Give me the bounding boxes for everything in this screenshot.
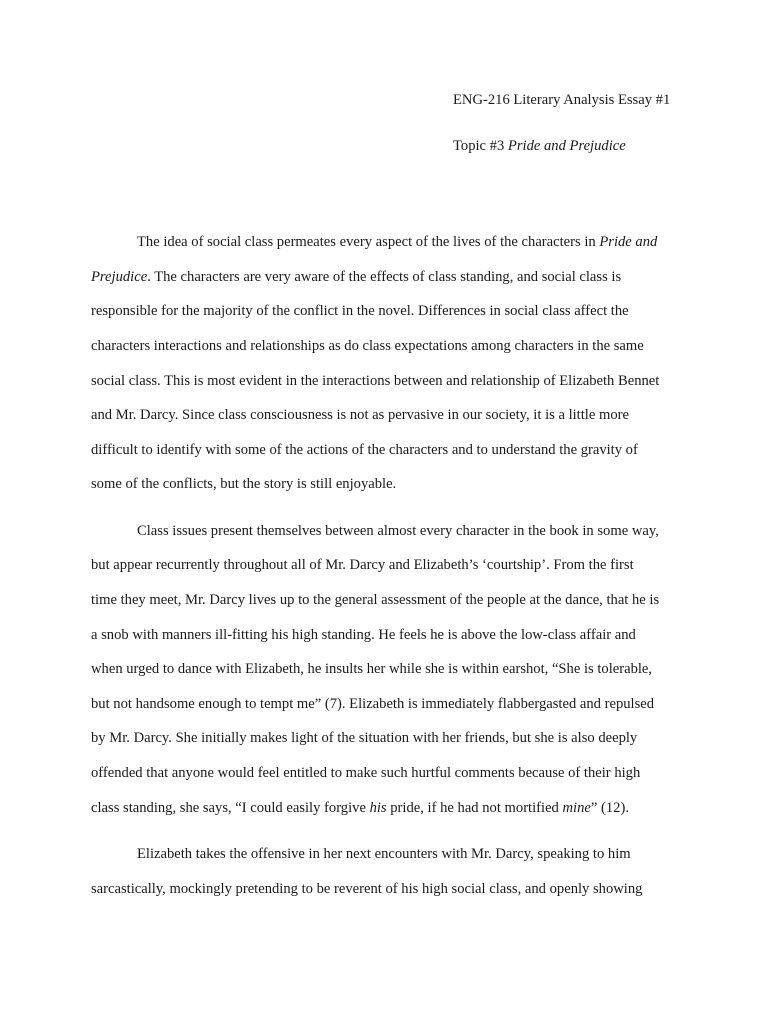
italic-text: Prejudice bbox=[91, 269, 148, 285]
text-line bbox=[91, 695, 654, 713]
text-run: pride, if he had not mortified bbox=[386, 800, 563, 816]
text-line bbox=[91, 764, 640, 782]
text-line bbox=[91, 441, 638, 459]
text-run: social class. This is most evident in the interactions between and relationship of Elizabeth Bennet bbox=[91, 373, 660, 389]
text-run: but not handsome enough to tempt me” (7). Elizabeth is immediately flabbergasted and repulsed bbox=[91, 696, 655, 712]
text-run: and Mr. Darcy. Since class consciousness is not as pervasive in our society, it is a little more bbox=[91, 407, 629, 423]
italic-text: mine bbox=[562, 800, 591, 816]
text-line bbox=[91, 302, 629, 320]
text-run: offended that anyone would feel entitled to make such hurtful comments because of their high bbox=[91, 765, 641, 781]
text-line bbox=[137, 522, 659, 540]
course-label: ENG-216 Literary Analysis Essay #1 bbox=[453, 92, 671, 108]
text-run: a snob with manners ill-fitting his high standing. He feels he is above the low-class affair and bbox=[91, 627, 636, 643]
text-line bbox=[137, 233, 657, 251]
text-line bbox=[91, 591, 659, 609]
text-run: when urged to dance with Elizabeth, he insults her while she is within earshot, “She is tolerable, bbox=[91, 661, 653, 677]
text-run: Elizabeth takes the offensive in her next encounters with Mr. Darcy, speaking to him bbox=[137, 846, 631, 862]
text-line bbox=[91, 799, 629, 817]
course-header bbox=[453, 92, 670, 109]
text-run: by Mr. Darcy. She initially makes light of the situation with her friends, but she is also deeply bbox=[91, 730, 638, 746]
text-run: difficult to identify with some of the actions of the characters and to understand the gravity of bbox=[91, 442, 638, 458]
text-line bbox=[91, 626, 636, 644]
text-run: but appear recurrently throughout all of Mr. Darcy and Elizabeth’s ‘courtship’. From the first bbox=[91, 557, 634, 573]
italic-text: Pride and bbox=[599, 234, 658, 250]
text-line bbox=[91, 880, 642, 898]
text-run: time they meet, Mr. Darcy lives up to the general assessment of the people at the dance, that he is bbox=[91, 592, 660, 608]
text-run: Class issues present themselves between almost every character in the book in some way, bbox=[137, 523, 659, 539]
text-run: . The characters are very aware of the effects of class standing, and social class is bbox=[147, 269, 622, 285]
text-run: characters interactions and relationships as do class expectations among characters in the same bbox=[91, 338, 644, 354]
text-line bbox=[91, 660, 652, 678]
italic-text: his bbox=[369, 800, 387, 816]
topic-title: Pride and Prejudice bbox=[507, 138, 626, 154]
text-line bbox=[91, 729, 637, 747]
topic-prefix: Topic #3 bbox=[453, 138, 508, 154]
text-line bbox=[91, 268, 621, 286]
text-line bbox=[137, 845, 631, 863]
text-line bbox=[91, 406, 629, 424]
topic-header bbox=[453, 138, 626, 155]
text-line bbox=[91, 475, 396, 493]
text-run: sarcastically, mockingly pretending to be reverent of his high social class, and openly showing bbox=[91, 881, 643, 897]
text-line bbox=[91, 337, 644, 355]
text-line bbox=[91, 556, 634, 574]
text-line bbox=[91, 372, 659, 390]
text-run: The idea of social class permeates every aspect of the lives of the characters in bbox=[137, 234, 600, 250]
text-run: some of the conflicts, but the story is still enjoyable. bbox=[91, 476, 397, 492]
text-run: class standing, she says, “I could easily forgive bbox=[91, 800, 370, 816]
text-run: ” (12). bbox=[590, 800, 629, 816]
text-run: responsible for the majority of the conflict in the novel. Differences in social class affect the bbox=[91, 303, 629, 319]
